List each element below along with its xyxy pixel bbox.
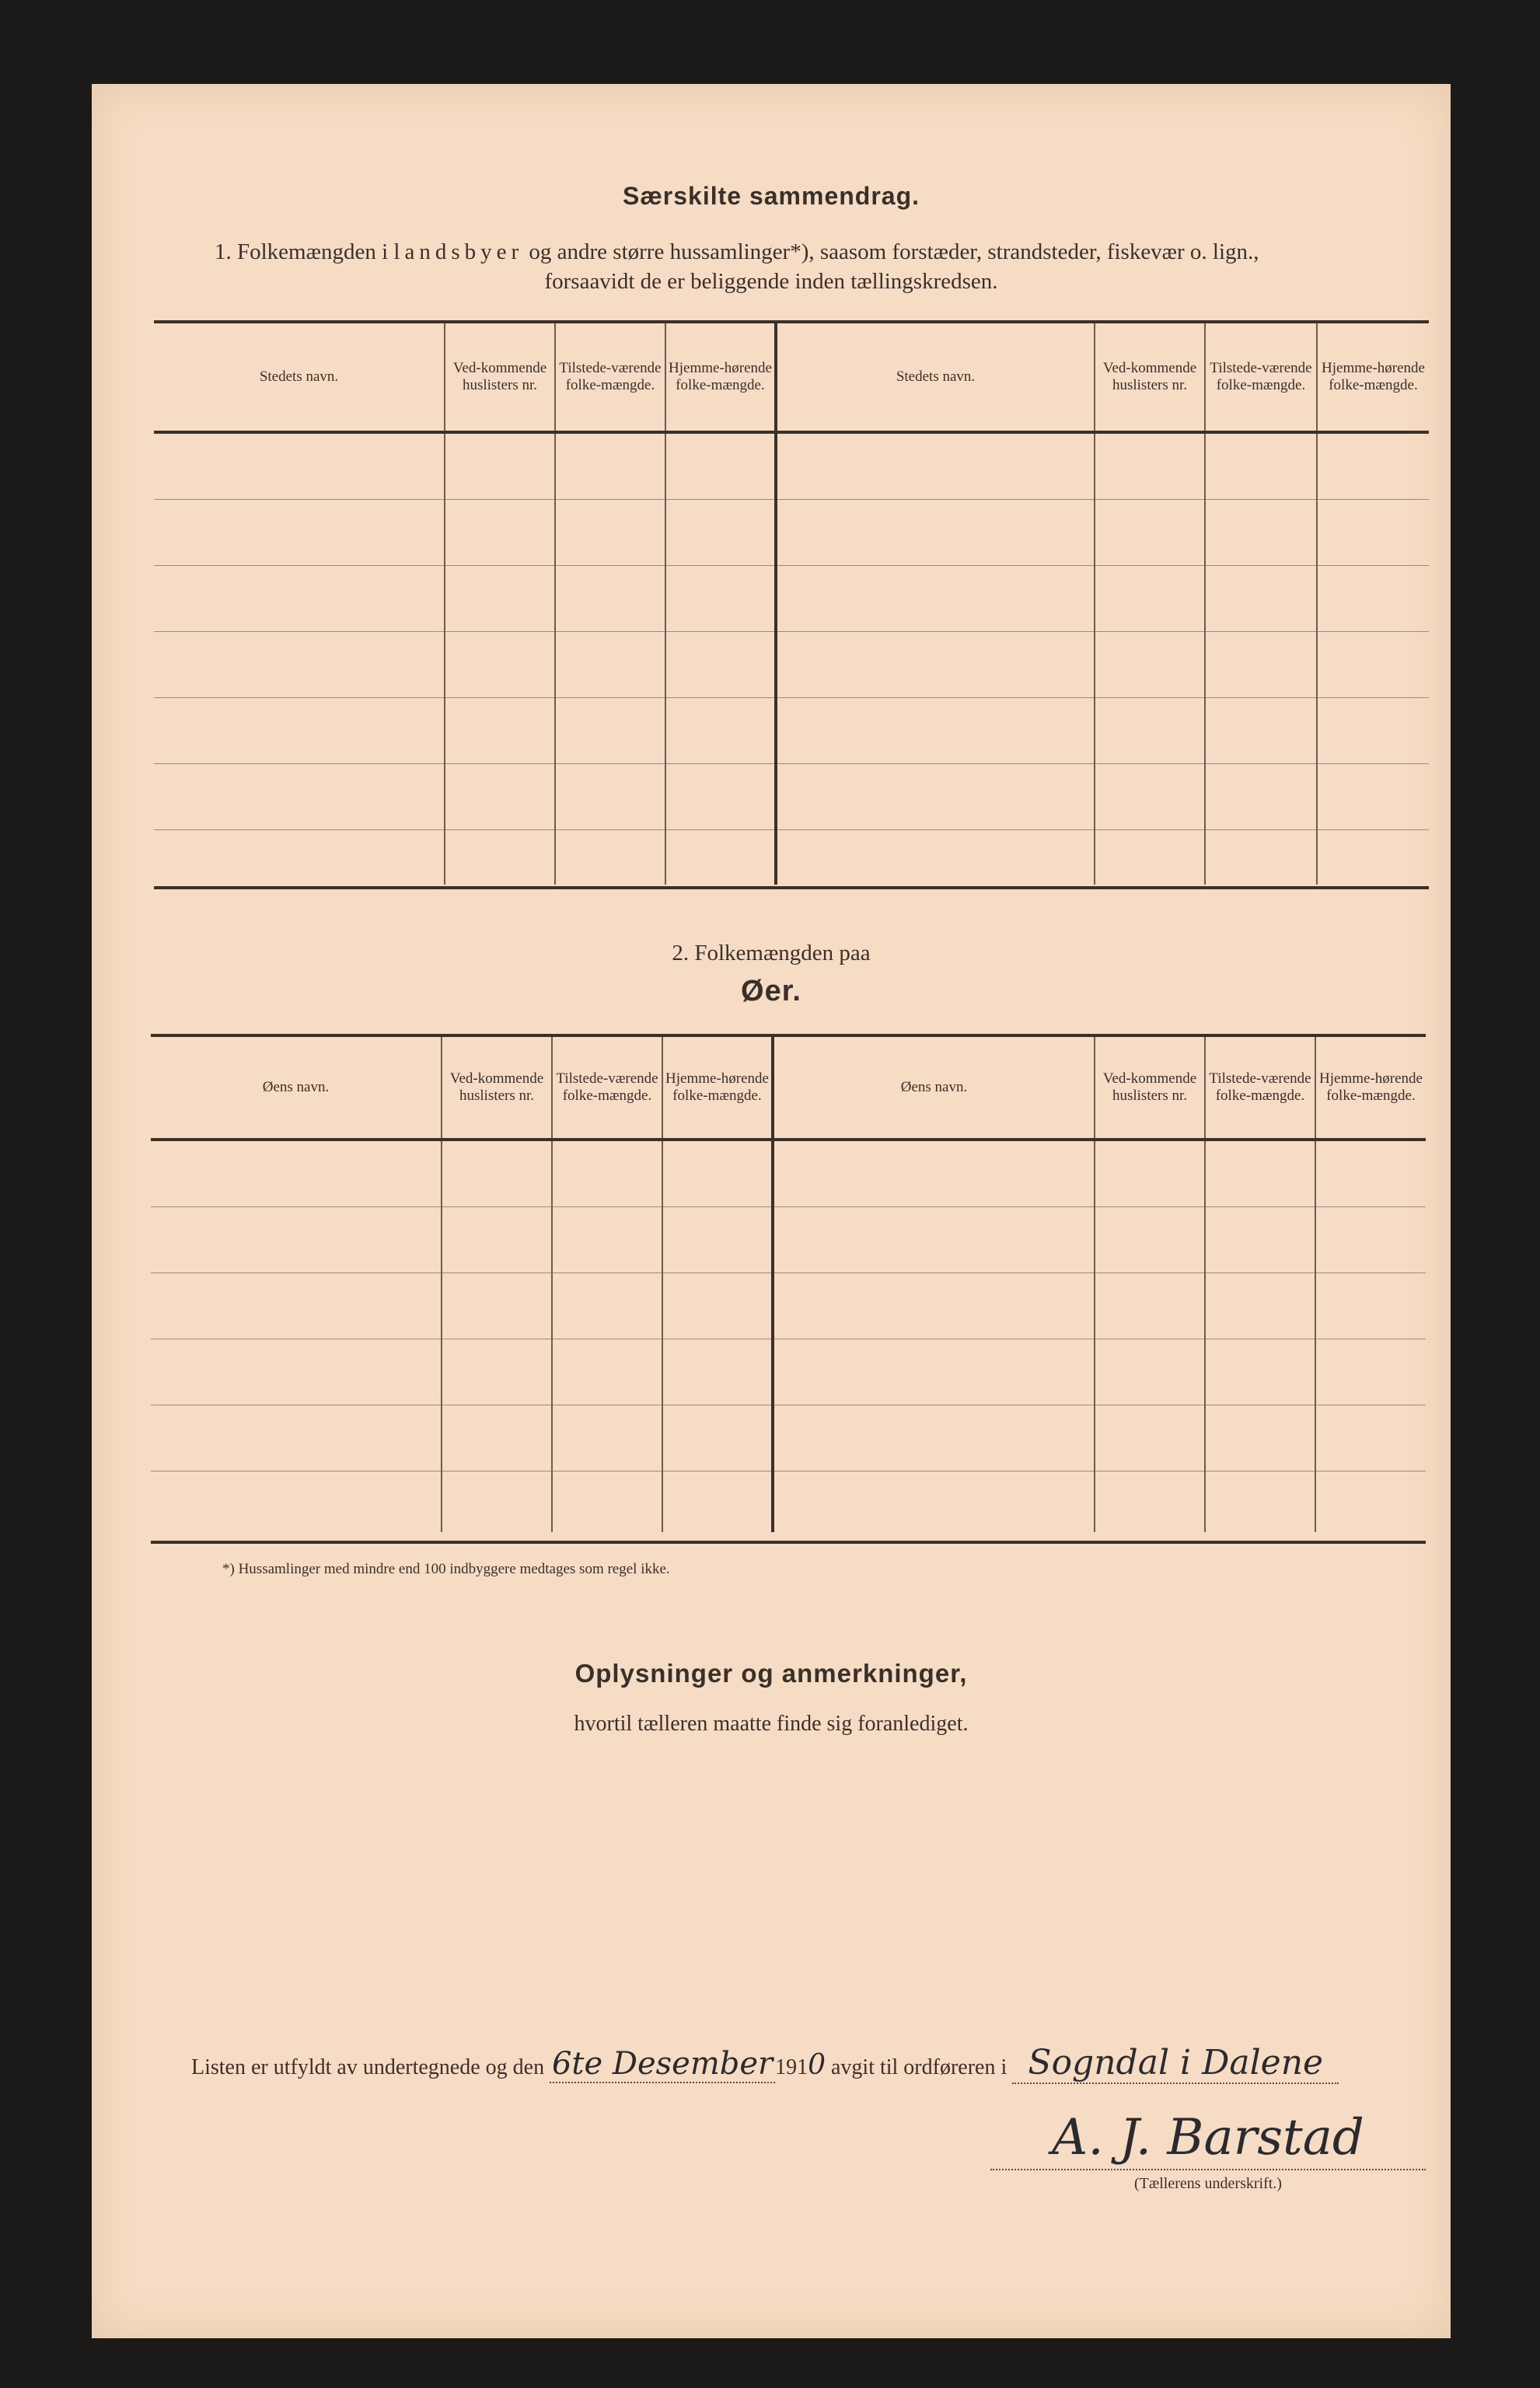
table2-col-present-right: Tilstede-værende folke-mængde.: [1205, 1037, 1315, 1140]
remarks-heading: Oplysninger og anmerkninger,: [574, 1659, 968, 1688]
table1-col-resident: Hjemme-hørende folke-mængde.: [665, 323, 776, 432]
table2-col-present: Tilstede-værende folke-mængde.: [552, 1037, 662, 1140]
table-row: [151, 1207, 1426, 1273]
table-row: [151, 1472, 1426, 1533]
section1-intro-start: Folkemængden i: [237, 239, 389, 264]
census-form-page: [92, 84, 1451, 2338]
section2-heading: Øer.: [741, 975, 801, 1007]
section1-number: 1.: [215, 239, 232, 264]
table1-bottom-rule: [154, 886, 1429, 889]
enumerator-signature: A. J. Barstad: [990, 2107, 1426, 2170]
table2-col-resident: Hjemme-hørende folke-mængde.: [662, 1037, 773, 1140]
table2-col-houselist: Ved-kommende huslisters nr.: [442, 1037, 552, 1140]
table1-col-resident-right: Hjemme-hørende folke-mængde.: [1317, 323, 1429, 432]
table2-bottom-rule: [151, 1541, 1426, 1544]
handwritten-date: 6te Desember: [550, 2046, 775, 2083]
section1-intro-line1: [215, 239, 1259, 265]
table-row: [154, 830, 1429, 885]
table2-col-island-right: Øens navn.: [773, 1037, 1095, 1140]
table-row: [154, 566, 1429, 632]
remarks-subheading: hvortil tælleren maatte finde sig foranlediget.: [574, 1712, 969, 1736]
table-row: [151, 1339, 1426, 1405]
table-row: [154, 764, 1429, 830]
section1-intro-line2: forsaavidt de er beliggende inden tællingskredsen.: [544, 269, 998, 294]
table-row: [154, 698, 1429, 764]
completion-statement: [191, 2043, 1339, 2084]
signature-caption: (Tællerens underskrift.): [1134, 2175, 1282, 2192]
table1-col-place: Stedets navn.: [154, 323, 445, 432]
table1-col-houselist-right: Ved-kommende huslisters nr.: [1095, 323, 1205, 432]
handwritten-year: 0: [808, 2049, 826, 2081]
table1-col-place-right: Stedets navn.: [776, 323, 1095, 432]
statement-start: Listen er utfyldt av undertegnede og den: [191, 2055, 545, 2079]
section2-intro: 2. Folkemængden paa: [672, 941, 871, 965]
section1-intro-rest: og andre større hussamlinger*), saasom forstæder, strandsteder, fiskevær o. lign.,: [529, 239, 1259, 264]
table-row: [151, 1273, 1426, 1339]
table-row: [154, 632, 1429, 698]
table-row: [154, 500, 1429, 566]
table-row: [154, 432, 1429, 500]
statement-middle: avgit til ordføreren i: [830, 2055, 1007, 2079]
table-row: [151, 1405, 1426, 1472]
table1: [154, 323, 1429, 885]
table1-col-present: Tilstede-værende folke-mængde.: [555, 323, 665, 432]
handwritten-place: Sogndal i Dalene: [1012, 2043, 1339, 2084]
table-row: [151, 1140, 1426, 1207]
year-prefix: 191: [775, 2055, 808, 2079]
table1-col-present-right: Tilstede-værende folke-mængde.: [1205, 323, 1317, 432]
section1-heading: Særskilte sammendrag.: [622, 182, 920, 210]
table2-col-houselist-right: Ved-kommende huslisters nr.: [1095, 1037, 1205, 1140]
table1-col-houselist: Ved-kommende huslisters nr.: [445, 323, 555, 432]
table2-col-island: Øens navn.: [151, 1037, 442, 1140]
table2: [151, 1037, 1426, 1532]
section1-intro-spaced: landsbyer: [393, 239, 524, 264]
footnote: *) Hussamlinger med mindre end 100 indbyggere medtages som regel ikke.: [222, 1561, 670, 1577]
table2-col-resident-right: Hjemme-hørende folke-mængde.: [1315, 1037, 1426, 1140]
